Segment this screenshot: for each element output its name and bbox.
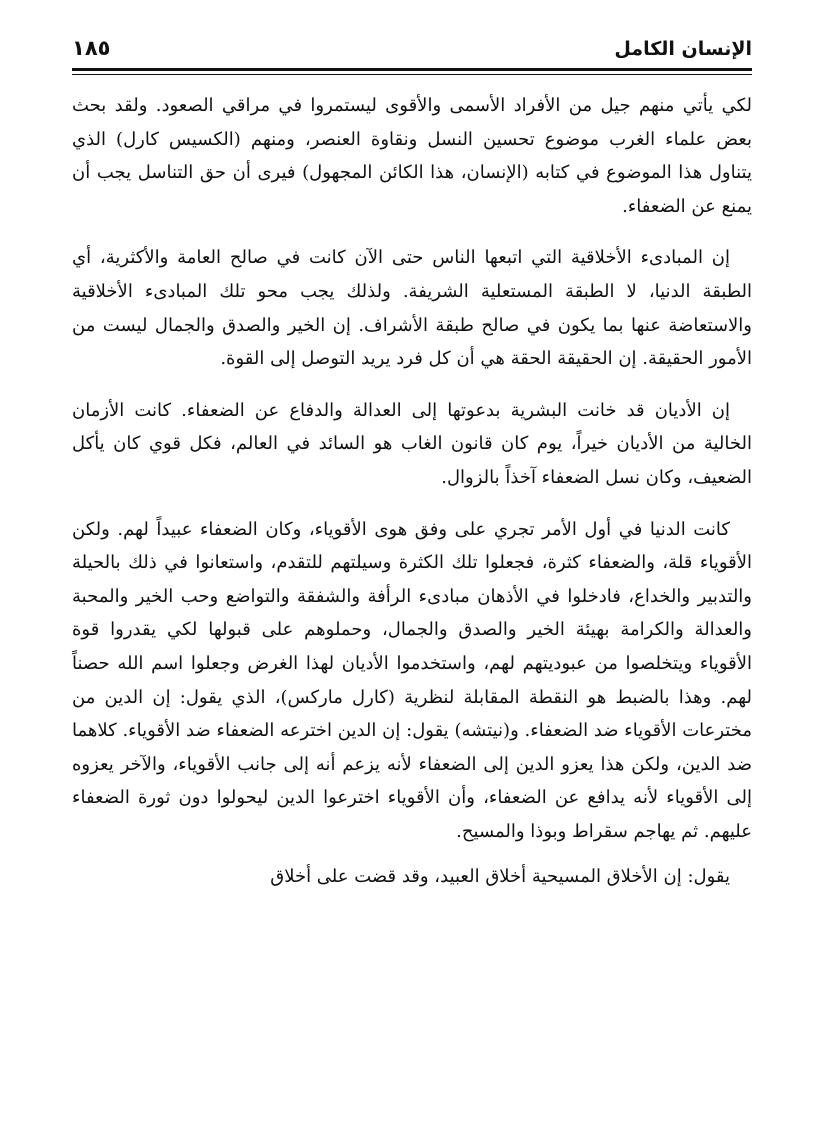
header-rule-thin xyxy=(72,74,752,75)
paragraph-2: إن المبادىء الأخلاقية التي اتبعها الناس حتى الآن كانت في صالح العامة والأكثرية، أي الطبقة الدنيا، لا الطبقة المستعلية الشريفة. ولذلك يجب محو تلك المبادىء الأخلاقية والاستعاضة عنها بما يكون في صالح طبقة الأشراف. إن الخير والصدق والجمال ليست من الأمور الحقيقة. إن الحقيقة الحقة هي أن كل فرد يريد التوصل إلى القوة. xyxy=(72,247,752,370)
paragraph-4: كانت الدنيا في أول الأمر تجري على وفق هوى الأقوياء، وكان الضعفاء عبيداً لهم. ولكن الأقوياء قلة، والضعفاء كثرة، فجعلوا تلك الكثرة وسيلتهم للتقدم، واستعانوا في ذلك بالحيلة والتدبير والخداع، فادخلوا في الأذهان مبادىء الرأفة والشفقة والتواضع وحب الخير والمحبة والعدالة والكرامة بهيئة الخير والصدق والجمال، وحملوهم على قبولها لكي يقدروا قوة الأقوياء ويتخلصوا من عبوديتهم لهم، واستخدموا الأديان لهذا الغرض وجعلوا اسم الله حصناً لهم. وهذا بالضبط هو النقطة المقابلة لنظرية (كارل ماركس)، الذي يقول: إن الدين من مخترعات الأقوياء ضد الضعفاء. و(نيتشه) يقول: إن الدين اخترعه الضعفاء ضد الأقوياء. كلاهما ضد الدين، ولكن هذا يعزو الدين إلى الضعفاء لأنه يزعم أنه إلى جانب الأقوياء، والآخر يعزوه إلى الأقوياء لأنه يدافع عن الضعفاء، وأن الأقوياء اخترعوا الدين ليحولوا دون ثورة الضعفاء عليهم. ثم يهاجم سقراط وبوذا والمسيح. xyxy=(72,518,753,842)
page-body xyxy=(72,89,752,894)
page-number: ١٨٥ xyxy=(72,36,111,60)
paragraph-3: إن الأديان قد خانت البشرية بدعوتها إلى العدالة والدفاع عن الضعفاء. كانت الأزمان الخالية من الأديان خيراً، يوم كان قانون الغاب هو السائد في العالم، فكل قوي كان يأكل الضعيف، وكان نسل الضعفاء آخذاً بالزوال. xyxy=(72,399,752,488)
header-rule-thick xyxy=(72,68,752,71)
paragraph-5: يقول: إن الأخلاق المسيحية أخلاق العبيد، وقد قضت على أخلاق xyxy=(270,866,730,888)
paragraph-1: لكي يأتي منهم جيل من الأفراد الأسمى والأقوى ليستمروا في مراقي الصعود. ولقد بحث بعض علماء الغرب موضوع تحسين النسل ونقاوة العنصر، ومنهم (الكسيس كارل) الذي يتناول هذا الموضوع في كتابه (الإنسان، هذا الكائن المجهول) فيرى أن حق التناسل يجب أن يمنع عن الضعفاء. xyxy=(72,95,752,217)
book-title: الإنسان الكامل xyxy=(614,38,752,60)
running-header xyxy=(72,28,752,60)
